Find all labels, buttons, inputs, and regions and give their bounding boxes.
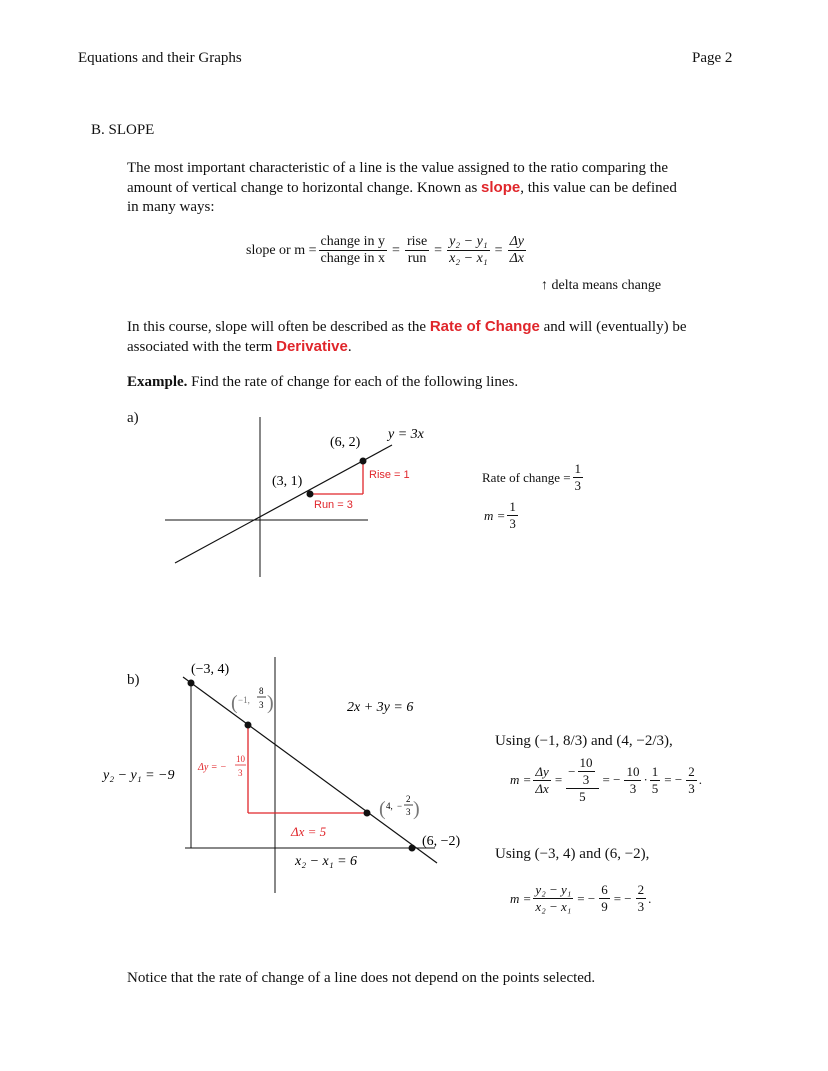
fraction-denominator: 3 bbox=[574, 478, 582, 493]
course-text: associated with the term bbox=[127, 339, 277, 355]
intro-line-1: The most important characteristic of a line is the value assigned to the ratio comparing the bbox=[127, 160, 669, 176]
page-number: Page 2 bbox=[692, 50, 733, 66]
equation-label-b: 2x + 3y = 6 bbox=[347, 700, 414, 715]
dy-num: 10 bbox=[236, 754, 245, 764]
fraction-denominator: 3 bbox=[637, 899, 645, 914]
fraction-numerator: 1 bbox=[509, 499, 516, 514]
equals-minus: = − bbox=[602, 772, 621, 787]
rise-label: Rise = 1 bbox=[369, 469, 410, 481]
equals-minus: = − bbox=[613, 890, 632, 906]
fraction-numerator: 1 bbox=[651, 763, 659, 779]
fraction-numerator: 2 bbox=[637, 882, 645, 897]
equals-minus: = − bbox=[664, 772, 683, 787]
term-rate-of-change: Rate of Change bbox=[429, 318, 540, 335]
part-a-label: a) bbox=[127, 410, 139, 426]
fraction-denominator: 3 bbox=[582, 772, 590, 787]
label-point-6-neg2: (6, −2) bbox=[422, 834, 461, 849]
part-b-label: b) bbox=[127, 672, 140, 688]
fraction-denominator: x₂ − x₁ bbox=[449, 251, 488, 266]
fraction-denominator: 3 bbox=[509, 516, 516, 531]
dy-dx-fraction bbox=[533, 764, 550, 797]
formula-lhs: slope or m = bbox=[246, 242, 317, 258]
equals: = bbox=[554, 772, 563, 787]
running-title: Equations and their Graphs bbox=[78, 50, 242, 66]
rate-of-change-a bbox=[482, 461, 585, 494]
fraction-denominator: change in x bbox=[320, 251, 386, 266]
fraction-6-9 bbox=[599, 882, 610, 915]
label-point-c-sign: − bbox=[397, 801, 403, 811]
formula-fraction-change bbox=[319, 234, 388, 267]
fraction-denominator: 5 bbox=[579, 789, 586, 804]
formula-fraction-delta bbox=[508, 234, 526, 267]
intro-text-post: , this value can be defined bbox=[520, 180, 677, 196]
line-y-3x bbox=[175, 445, 392, 563]
using-points-1: Using (−1, 8/3) and (4, −2/3), bbox=[495, 733, 673, 749]
fraction-denominator: 9 bbox=[601, 899, 608, 914]
term-derivative: Derivative bbox=[276, 338, 348, 355]
label-point-c-den: 3 bbox=[406, 807, 411, 817]
minus-sign: − bbox=[568, 763, 576, 779]
fraction-denominator: run bbox=[407, 251, 427, 266]
point-3-1 bbox=[307, 491, 314, 498]
x-difference-label: x₂ − x₁ = 6 bbox=[295, 854, 358, 869]
period: . bbox=[648, 890, 652, 906]
label-point-b-den: 3 bbox=[259, 700, 264, 710]
point-neg3-4 bbox=[188, 680, 195, 687]
fraction-numerator: 1 bbox=[574, 461, 582, 476]
label-point-b-num: 8 bbox=[259, 686, 264, 696]
slope-formula: slope or m = $\frac{\text{change in y}}{\text{change in x}}$ = $\frac{\text{rise}}{\text{run}}$ = $\frac{\text{y₂ − y₁}}{\text{x₂ − x₁}}$ = $\frac{\Delta y}{\Delta x}$ bbox=[246, 234, 525, 266]
fraction-10-3 bbox=[624, 764, 641, 797]
using-points-2: Using (−3, 4) and (6, −2), bbox=[495, 846, 650, 862]
fraction-denominator: Δx bbox=[509, 251, 525, 266]
label-point-c-num: 2 bbox=[406, 794, 411, 804]
graph-a bbox=[150, 405, 480, 585]
equation-label-a: y = 3x bbox=[388, 427, 424, 442]
calc-2 bbox=[510, 882, 651, 915]
course-paragraph bbox=[127, 317, 686, 357]
dy-label: Δy = − bbox=[198, 762, 227, 773]
fraction-denominator: x₂ − x₁ bbox=[535, 899, 572, 914]
times-dot: · bbox=[643, 772, 648, 787]
calc-1 bbox=[510, 755, 702, 805]
equals-minus: = − bbox=[577, 890, 596, 906]
fraction-numerator: rise bbox=[406, 234, 428, 249]
fraction-denominator: 3 bbox=[629, 780, 637, 796]
graph-b bbox=[95, 655, 495, 895]
fraction-numerator: change in y bbox=[320, 234, 386, 249]
label-point-3-1: (3, 1) bbox=[272, 474, 303, 489]
intro-line-3: in many ways: bbox=[127, 199, 215, 215]
course-text-post: and will (eventually) be bbox=[539, 319, 687, 335]
paren-right: ) bbox=[413, 798, 420, 820]
label-point-b-x: −1, bbox=[238, 695, 250, 705]
point-6-neg2 bbox=[409, 845, 416, 852]
m-label: m = bbox=[510, 890, 532, 906]
period: . bbox=[698, 772, 702, 787]
fraction-denominator: 5 bbox=[651, 780, 659, 796]
fraction-numerator: 6 bbox=[601, 882, 608, 897]
intro-line-2 bbox=[127, 178, 677, 198]
delta-note: ↑ delta means change bbox=[541, 278, 662, 293]
example-line bbox=[127, 373, 518, 392]
point-neg1-8-3 bbox=[245, 722, 252, 729]
course-line-1 bbox=[127, 317, 686, 337]
example-text: Find the rate of change for each of the following lines. bbox=[187, 374, 519, 390]
points-fraction bbox=[533, 882, 573, 915]
fraction-numerator: 10 bbox=[626, 763, 640, 779]
example-label: Example. bbox=[127, 374, 188, 390]
fraction-2-3 bbox=[686, 764, 697, 797]
course-line-2 bbox=[127, 337, 686, 357]
fraction-numerator: Δy bbox=[535, 763, 549, 779]
course-text: In this course, slope will often be described as the bbox=[127, 319, 430, 335]
label-point-6-2: (6, 2) bbox=[330, 435, 361, 450]
course-text-post: . bbox=[347, 339, 352, 355]
fraction-denominator: 3 bbox=[688, 780, 695, 796]
label-point-neg3-4: (−3, 4) bbox=[191, 662, 230, 677]
fraction-numerator: 2 bbox=[688, 763, 695, 779]
paren-left: ( bbox=[231, 692, 238, 714]
m-fraction bbox=[507, 499, 518, 532]
rate-label: Rate of change = bbox=[482, 469, 571, 485]
fraction-1-5 bbox=[650, 764, 661, 797]
fraction-numerator bbox=[566, 755, 598, 789]
formula-fraction-points bbox=[447, 234, 490, 267]
fraction-numerator: y₂ − y₁ bbox=[535, 882, 572, 897]
formula-fraction-rise-run bbox=[405, 234, 429, 267]
intro-paragraph bbox=[127, 159, 677, 217]
dy-den: 3 bbox=[238, 768, 243, 778]
fraction-2-3 bbox=[636, 882, 647, 915]
fraction-numerator: 10 bbox=[579, 755, 593, 770]
section-heading: B. SLOPE bbox=[91, 122, 155, 138]
dx-label: Δx = 5 bbox=[291, 824, 327, 839]
footer-note: Notice that the rate of change of a line does not depend on the points selected. bbox=[127, 970, 596, 986]
m-label: m = bbox=[484, 507, 506, 523]
point-6-2 bbox=[360, 458, 367, 465]
fraction-denominator: Δx bbox=[535, 780, 549, 796]
complex-fraction bbox=[566, 755, 598, 805]
label-point-c-x: 4, bbox=[386, 801, 393, 811]
y-difference-label: y₂ − y₁ = −9 bbox=[103, 768, 175, 783]
fraction-numerator: Δy bbox=[509, 234, 525, 249]
inner-fraction bbox=[578, 755, 595, 788]
fraction-numerator: y₂ − y₁ bbox=[449, 234, 488, 249]
intro-text: amount of vertical change to horizontal change. Known as bbox=[127, 180, 482, 196]
paren-left: ( bbox=[379, 798, 386, 820]
m-label: m = bbox=[510, 772, 532, 787]
run-label: Run = 3 bbox=[314, 499, 353, 511]
slope-a bbox=[484, 499, 520, 532]
paren-right: ) bbox=[267, 692, 274, 714]
point-4-neg2-3 bbox=[364, 810, 371, 817]
term-slope: slope bbox=[481, 179, 521, 196]
rate-fraction bbox=[573, 461, 584, 494]
